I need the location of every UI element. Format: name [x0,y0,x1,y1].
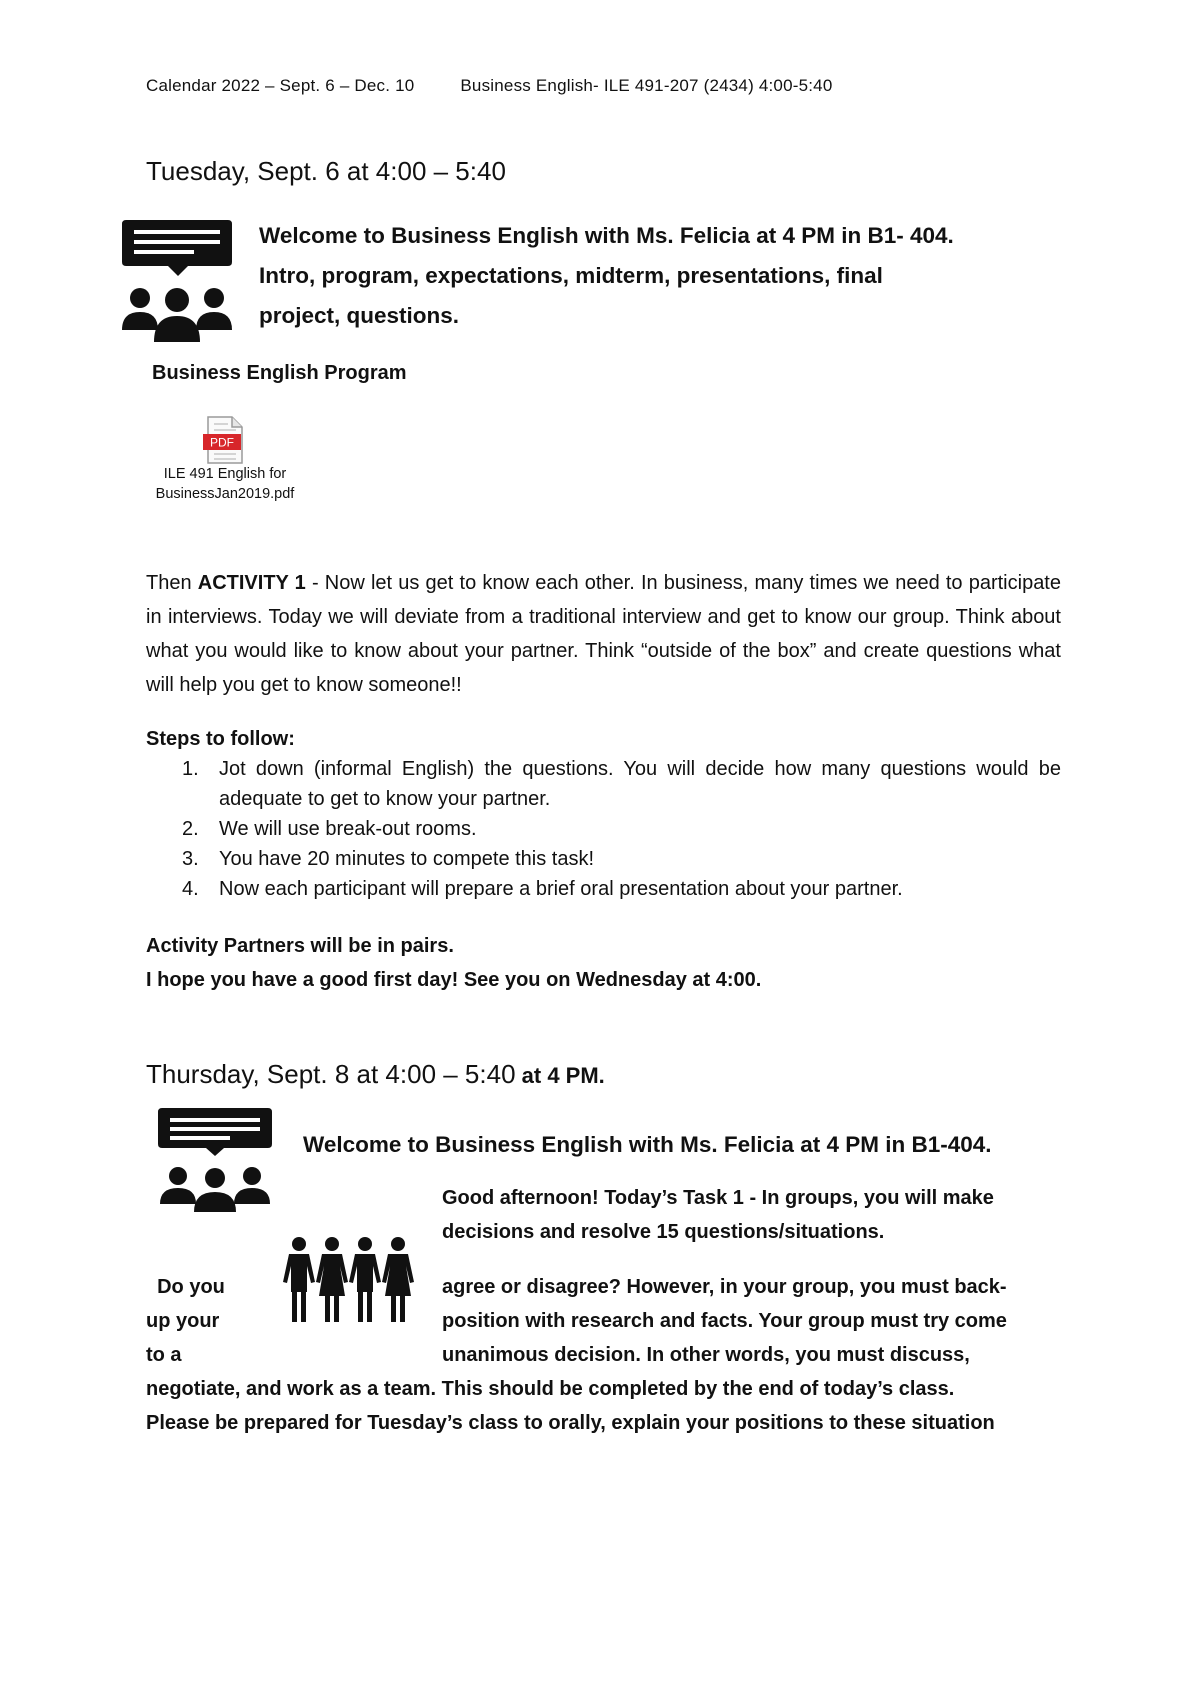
pdf-attachment[interactable] [200,416,248,464]
step-text: We will use break-out rooms. [219,818,477,840]
day1-welcome-line3: project, questions. [259,303,460,328]
pdf-filename-line1: ILE 491 English for [163,466,287,482]
day2-title-main: Thursday, Sept. 8 at 4:00 – 5:40 [146,1059,516,1089]
day1-welcome-line2: Intro, program, expectations, midterm, presentations, final [259,263,883,288]
left-line2: up your [146,1310,220,1332]
program-label: Business English Program [152,362,407,384]
activity-prefix: Then [146,572,198,594]
steps-list [146,754,1061,904]
activity-paragraph [146,566,1061,702]
step-number: 2. [182,818,199,840]
task-line1: Good afternoon! Today’s Task 1 - In groups, you will make [442,1187,994,1209]
right-line2: position with research and facts. Your group must try come [442,1310,1007,1332]
left-line3: to a [146,1344,182,1366]
task-line2: decisions and resolve 15 questions/situations. [442,1221,885,1243]
day2-title [146,1059,605,1090]
full-line1: negotiate, and work as a team. This should be completed by the end of today’s class. [146,1378,955,1400]
day2-welcome: Welcome to Business English with Ms. Felicia at 4 PM in B1-404. [303,1132,992,1157]
pdf-file-icon [200,416,248,464]
steps-ordered-list [146,754,1061,904]
step-number: 3. [182,848,199,870]
activity-label: ACTIVITY 1 [197,572,306,594]
step-item [146,844,1061,874]
pairs-note: Activity Partners will be in pairs. [146,935,454,957]
team-people-icon [283,1236,415,1328]
course-info: Business English- ILE 491-207 (2434) 4:00-5:40 [460,76,833,95]
step-text: You have 20 minutes to compete this task! [219,848,595,870]
step-item [146,814,1061,844]
pdf-filename-line2: BusinessJan2019.pdf [155,486,295,502]
calendar-range: Calendar 2022 – Sept. 6 – Dec. 10 [146,76,415,95]
day2-title-suffix: at 4 PM. [515,1063,605,1088]
step-text: Jot down (informal English) the questions. You will decide how many questions would be adequate to get to know your partner. [219,758,1061,810]
pdf-badge: PDF [210,435,234,450]
full-line2: Please be prepared for Tuesday’s class to orally, explain your positions to these situation [146,1412,995,1434]
right-line1: agree or disagree? However, in your group, you must back- [442,1276,1007,1298]
step-item [146,874,1061,904]
day1-title: Tuesday, Sept. 6 at 4:00 – 5:40 [146,156,506,186]
step-number: 4. [182,878,199,900]
left-line1: Do you [146,1276,225,1298]
pdf-filename[interactable] [130,464,320,504]
meeting-chat-icon [118,218,236,346]
step-text: Now each participant will prepare a brief oral presentation about your partner. [219,878,903,900]
step-number: 1. [182,758,199,780]
day1-welcome [259,216,1079,336]
activity-text: - Now let us get to know each other. In business, many times we need to participate in interviews. Today we will deviate from a traditional interview and get to know our group. Think about what you would like to know about your partner. Think “outside of the box” and create questions what will help you get to know someone!! [146,572,1061,696]
page-header [146,76,832,96]
day1-welcome-line1: Welcome to Business English with Ms. Felicia at 4 PM in B1- 404. [259,223,954,248]
closing-note: I hope you have a good first day! See you on Wednesday at 4:00. [146,969,762,991]
meeting-chat-icon-2 [156,1108,274,1214]
steps-heading: Steps to follow: [146,728,295,750]
right-line3: unanimous decision. In other words, you must discuss, [442,1344,970,1366]
step-item [146,754,1061,814]
